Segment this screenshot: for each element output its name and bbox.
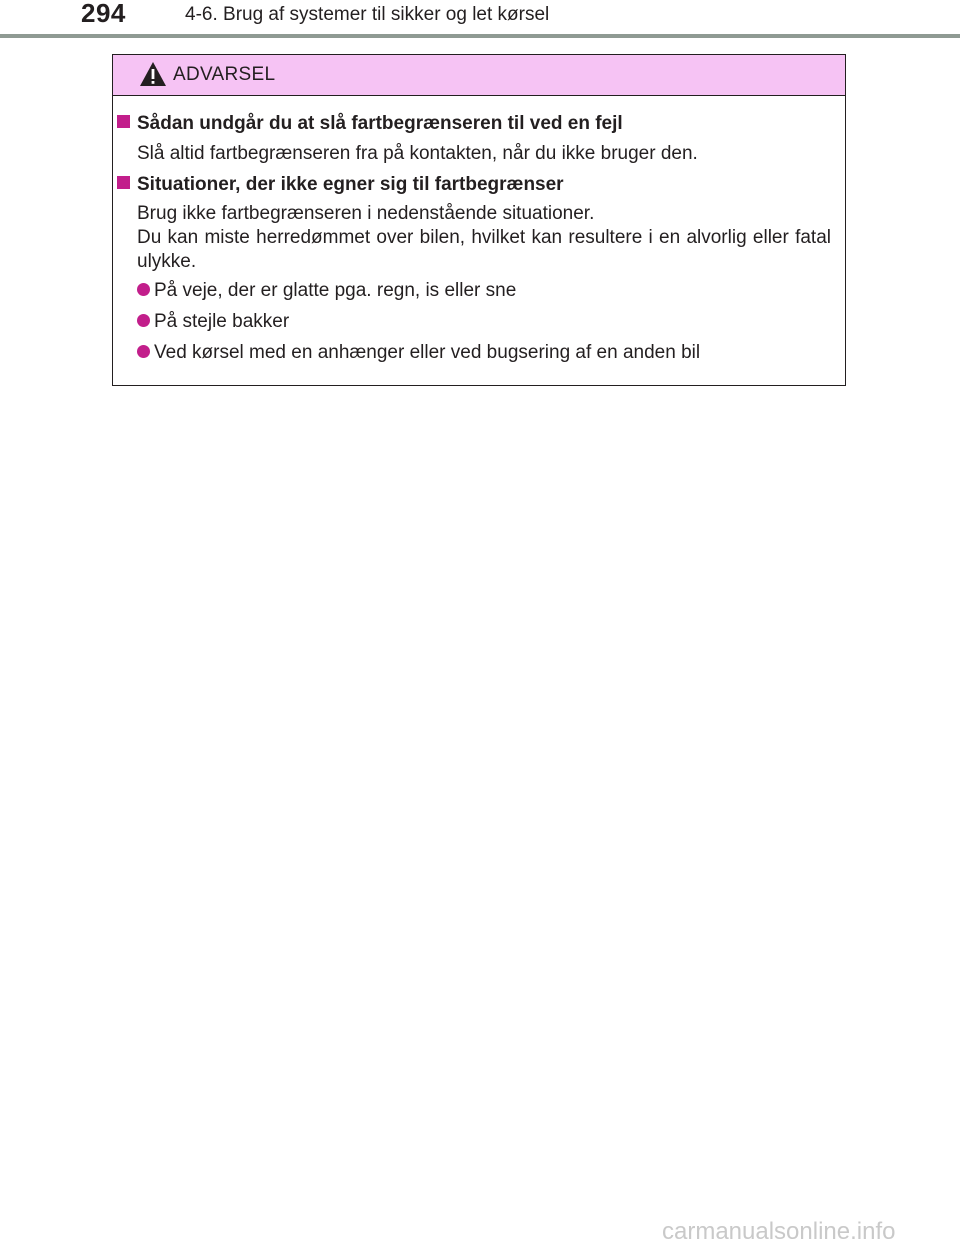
bullet-text: Ved kørsel med en anhænger eller ved bugsering af en anden bil: [154, 342, 701, 363]
warning-header: [113, 55, 845, 96]
square-bullet-icon: [117, 176, 130, 189]
round-bullet-icon: [137, 345, 150, 358]
round-bullet-icon: [137, 314, 150, 327]
warning-text-2a: Brug ikke fartbegrænseren i nedenstående situationer.: [137, 203, 595, 224]
heading-text: Sådan undgår du at slå fartbegrænseren til ved en fejl: [137, 113, 623, 134]
bullet-text: På veje, der er glatte pga. regn, is eller sne: [154, 280, 517, 301]
watermark: carmanualsonline.info: [662, 1218, 896, 1245]
heading-text: Situationer, der ikke egner sig til fartbegrænser: [137, 174, 564, 195]
warning-heading-1: [117, 113, 623, 135]
list-item: [137, 311, 289, 333]
square-bullet-icon: [117, 115, 130, 128]
warning-label: ADVARSEL: [173, 64, 276, 85]
round-bullet-icon: [137, 283, 150, 296]
warning-text-2b: Du kan miste herredømmet over bilen, hvilket kan resultere i en alvorlig eller fatal ulykke.: [137, 227, 831, 272]
bullet-text: På stejle bakker: [154, 311, 290, 332]
list-item: [137, 280, 516, 302]
section-title: 4-6. Brug af systemer til sikker og let kørsel: [185, 4, 550, 25]
warning-text-1: Slå altid fartbegrænseren fra på kontakten, når du ikke bruger den.: [137, 143, 698, 164]
header-rule: [0, 34, 960, 38]
warning-triangle-icon: [139, 61, 167, 87]
list-item: [137, 342, 700, 364]
page-number: 294: [81, 0, 126, 28]
warning-box: [112, 54, 846, 386]
warning-heading-2: [117, 174, 564, 196]
